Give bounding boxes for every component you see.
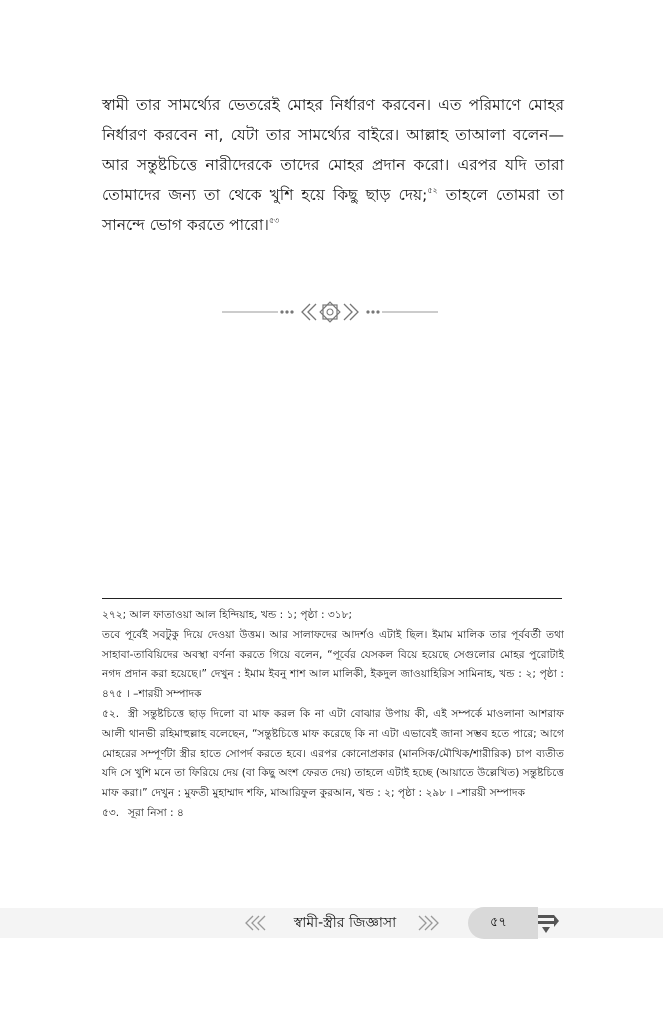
footnote-53-text: সূরা নিসা : ৪ xyxy=(128,806,184,819)
footnotes xyxy=(102,606,564,824)
chevron-right-ornament-icon xyxy=(418,914,440,932)
footnote-ref-53[interactable]: ৫৩ xyxy=(268,216,280,225)
body-paragraph-part-2: তাহলে তোমরা তা সানন্দে ভোগ করতে পারো। xyxy=(102,186,564,234)
body-paragraph-part-1: স্বামী তার সামর্থ্যের ভেতরেই মোহর নির্ধারণ করবেন। এত পরিমাণে মোহর নির্ধারণ করবেন না, যেটা তার সামর্থ্যের বাইরে। আল্লাহ তাআলা বলেন— আর সন্তুষ্টচিত্তে নারীদেরকে তাদের মোহর প্রদান করো। এরপর যদি তারা তোমাদের জন্য তা থেকে খুশি হয়ে কিছু ছাড় দেয়; xyxy=(102,96,564,204)
page-footer xyxy=(0,906,663,940)
floral-divider-icon xyxy=(222,300,438,324)
footnote-272-text: তবে পূর্বেই সবটুকু দিয়ে দেওয়া উত্তম। আর সালাফদের আদর্শও এটাই ছিল। ইমাম মালিক তার পূর্ববর্তী তথা সাহাবা-তাবিয়িদের অবস্থা বর্ণনা করতে গিয়ে বলেন, “পূর্বের যেসকল বিয়ে হয়েছে সেগুলোর মোহর পুরোটাই নগদ প্রদান করা হয়েছে।” দেখুন : ইমাম ইবনু শাশ আল মালিকী, ইকদুল জাওয়াহিরিস সামিনাহ, খন্ড : ২; পৃষ্ঠা : ৪৭৫ । –শারয়ী সম্পাদক xyxy=(102,628,564,701)
chevron-left-ornament-icon xyxy=(244,914,266,932)
page-marker-icon xyxy=(536,911,560,935)
page-number: ৫৭ xyxy=(490,915,507,930)
footnote-52-number: ৫২. xyxy=(102,707,120,720)
footnote-divider xyxy=(102,598,562,599)
main-text xyxy=(102,90,564,240)
footnote-52-text: স্ত্রী সন্তুষ্টচিত্তে ছাড় দিলো বা মাফ করল কি না এটা বোঝার উপায় কী, এই সম্পর্কে মাওলানা আশরাফ আলী থানভী রহিমাহুল্লাহ বলেছেন, “সন্তুষ্টচিত্তে মাফ করেছে কি না এটা এভাবেই জানা সম্ভব হতে পারে; আগে মোহরের সম্পূর্ণটা স্ত্রীর হাতে সোপর্দ করতে হবে। এরপর কোনোপ্রকার (মানসিক/মৌখিক/শারীরিক) চাপ ব্যতীত যদি সে খুশি মনে তা ফিরিয়ে দেয় (বা কিছু অংশ ফেরত দেয়) তাহলে এটাই হচ্ছে (আয়াতে উল্লেখিত) সন্তুষ্টচিত্তে মাফ করা।” দেখুন : মুফতী মুহাম্মাদ শফি, মাআরিফুল কুরআন, খন্ড : ২; পৃষ্ঠা : ২৯৮ । –শারয়ী সম্পাদক xyxy=(102,707,564,800)
footnote-52 xyxy=(102,705,564,804)
body-paragraph xyxy=(102,90,564,240)
footnote-53-number: ৫৩. xyxy=(102,806,120,819)
running-title: স্বামী-স্ত্রীর জিজ্ঞাসা xyxy=(293,915,397,931)
footnote-ref-52[interactable]: ৫২ xyxy=(427,186,438,195)
footnote-272-citation: ২৭২; আল ফাতাওয়া আল হিন্দিয়াহ, খন্ড : ১; পৃষ্ঠা : ৩১৮; xyxy=(102,609,353,621)
footnote-53 xyxy=(102,804,564,824)
